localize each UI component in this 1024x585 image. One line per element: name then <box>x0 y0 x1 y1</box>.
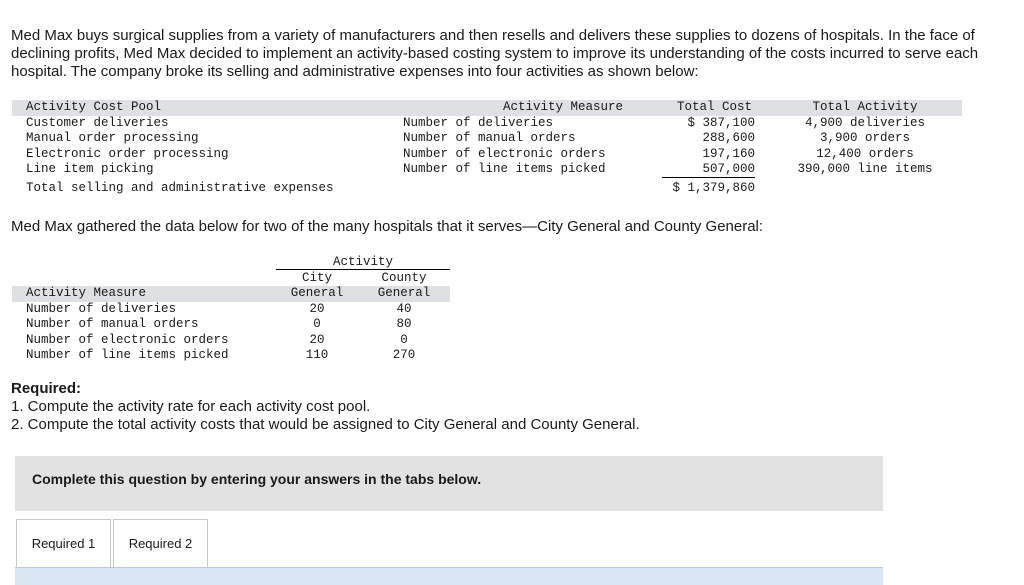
table-row <box>12 116 962 132</box>
city-value: 110 <box>305 348 329 362</box>
city-value: 20 <box>309 332 325 347</box>
total-cost: $ 387,100 <box>687 115 755 130</box>
answer-panel <box>15 567 883 585</box>
cost-pool-name: Manual order processing <box>26 131 199 145</box>
total-cost: 197,160 <box>702 146 755 161</box>
city-header-line1: City <box>301 270 332 285</box>
total-cost-sum: $ 1,379,860 <box>672 180 755 195</box>
activity-measure: Number of deliveries <box>26 301 177 316</box>
county-value: 0 <box>400 332 408 347</box>
header-activity-measure: Activity Measure <box>26 286 147 300</box>
table-row <box>12 317 450 333</box>
city-header-line2: General <box>290 286 344 300</box>
table-row <box>12 302 450 318</box>
header-activity-cost-pool: Activity Cost Pool <box>26 100 162 114</box>
activity-measure: Number of manual orders <box>403 131 576 145</box>
city-value: 0 <box>313 317 321 331</box>
activity-cost-pool-table <box>12 100 962 199</box>
city-value: 20 <box>309 301 325 316</box>
hospital-activity-table <box>12 255 450 364</box>
hospital-data-intro: Med Max gathered the data below for two of the many hospitals that it serves—City General and County General: <box>11 218 764 235</box>
header-activity-measure: Activity Measure <box>502 100 623 114</box>
total-cost: 288,600 <box>702 131 755 145</box>
activity-group-header: Activity <box>276 255 450 270</box>
tab-required-2[interactable]: Required 2 <box>113 519 208 567</box>
header-total-cost: Total Cost <box>676 100 752 114</box>
activity-measure: Number of line items picked <box>26 348 229 362</box>
cost-pool-name: Line item picking <box>26 162 154 176</box>
total-activity: 12,400 orders <box>816 146 914 161</box>
activity-measure: Number of electronic orders <box>26 332 229 347</box>
total-activity: 390,000 line items <box>797 162 933 176</box>
activity-measure: Number of electronic orders <box>403 146 606 161</box>
activity-measure: Number of manual orders <box>26 317 199 331</box>
table-row <box>12 131 962 147</box>
header-total-activity: Total Activity <box>812 100 918 114</box>
table-row <box>12 348 450 364</box>
activity-measure: Number of deliveries <box>403 115 554 130</box>
table-header-row <box>12 100 962 116</box>
required-item-1: 1. Compute the activity rate for each activity cost pool. <box>11 398 371 415</box>
activity-measure: Number of line items picked <box>403 162 606 176</box>
table-row <box>12 162 962 178</box>
tab-required-1[interactable]: Required 1 <box>16 519 111 567</box>
cost-pool-name: Electronic order processing <box>26 146 229 161</box>
required-title: Required: <box>11 380 82 397</box>
county-header-line2: General <box>377 286 431 300</box>
county-header-line1: County <box>381 270 427 285</box>
cost-pool-name: Customer deliveries <box>26 115 169 130</box>
complete-question-banner <box>15 456 883 511</box>
county-value: 40 <box>396 301 412 316</box>
county-value: 270 <box>392 348 416 362</box>
group-header-row <box>12 255 450 271</box>
table-row <box>12 333 450 349</box>
required-section <box>11 380 640 434</box>
total-label: Total selling and administrative expenses <box>26 180 334 195</box>
complete-prompt: Complete this question by entering your answers in the tabs below. <box>32 471 482 487</box>
total-activity: 4,900 deliveries <box>804 115 926 130</box>
subheader-row <box>12 271 450 287</box>
table-row <box>12 147 962 163</box>
required-item-2: 2. Compute the total activity costs that would be assigned to City General and County General. <box>11 416 640 433</box>
total-activity: 3,900 orders <box>819 131 910 145</box>
total-row <box>12 178 962 199</box>
total-cost: 507,000 <box>662 162 755 178</box>
intro-paragraph: Med Max buys surgical supplies from a variety of manufacturers and then resells and delivers these supplies to dozens of hospitals. In the face of declining profits, Med Max decided to implement an activity-based costing system to improve its understanding of the costs incurred to serve each hospital. The company broke its selling and administrative expenses into four activities as shown below: <box>11 27 979 80</box>
table-header-row <box>12 286 450 302</box>
county-value: 80 <box>396 317 412 331</box>
